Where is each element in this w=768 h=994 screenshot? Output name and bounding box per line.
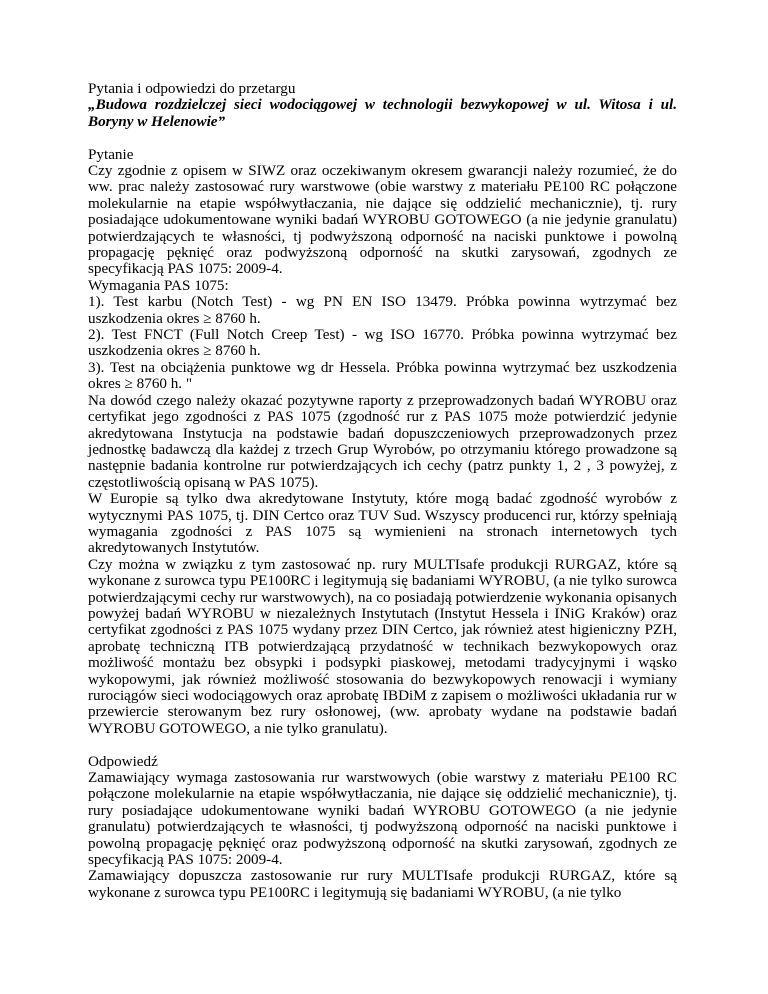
question-heading: Pytanie xyxy=(88,145,134,163)
header-line: Pytania i odpowiedzi do przetargu xyxy=(88,80,296,97)
answer-paragraph: Zamawiający dopuszcza zastosowanie rur rury MULTIsafe produkcji RURGAZ, które są wykonane z surowca typu PE100RC i legitymują się badaniami WYROBU, (a nie tylko xyxy=(88,867,677,901)
question-paragraph: W Europie są tylko dwa akredytowane Instytuty, które mogą badać zgodność wyrobów z wytycznymi PAS 1075, tj. DIN Certco oraz TUV Sud. Wszyscy producenci rur, którzy spełniają wymagania zgodności z PAS 1075 są wymienieni na stronach internetowych tych akredytowanych Instytutów. xyxy=(88,490,677,557)
question-paragraph: Wymagania PAS 1075: xyxy=(88,276,229,294)
question-paragraph: Czy można w związku z tym zastosować np. rury MULTIsafe produkcji RURGAZ, które są wykonane z surowca typu PE100RC i legitymują się badaniami WYROBU, (a nie tylko surowca potwierdzającymi cechy rur warstwowych), na co posiadają potwierdzenie wykonania opisanych powyżej badań WYROBU w niezależnych Instytutach (Instytut Hessela i INiG Kraków) oraz certyfikat zgodności z PAS 1075 wydany przez DIN Certco, jak również atest higieniczny PZH, aprobatę techniczną ITB potwierdzającą przydatność w technikach bezwykopowych oraz możliwość montażu bez obsypki i podsypki piaskowej, metodami tradycyjnymi i wąsko wykopowymi, jak również możliwość stosowania do bezwykopowych renowacji i wymiany rurociągów sieci wodociągowych oraz aprobatę IBDiM z zapisem o możliwości układania rur w przewiercie sterowanym bez rury osłonowej, (ww. aprobaty wydane na podstawie badań WYROBU GOTOWEGO, a nie tylko granulatu). xyxy=(88,555,677,737)
document-body xyxy=(88,81,677,901)
spacer xyxy=(88,130,677,146)
answer-heading: Odpowiedź xyxy=(88,752,158,770)
answer-paragraph: Zamawiający wymaga zastosowania rur warstwowych (obie warstwy z materiału PE100 RC połączone molekularnie na etapie współwytłaczania, nie dające się oddzielić mechanicznie), tj. rury posiadające udokumentowane wyniki badań WYROBU GOTOWEGO (a nie jedynie granulatu) potwierdzających te własności, tj podwyższoną odporność na naciski punktowe i powolną propagację pęknięć oraz podwyższoną odporność na skutki zarysowań, zgodnych ze specyfikacją PAS 1075: 2009-4. xyxy=(88,769,677,869)
question-paragraph: 2). Test FNCT (Full Notch Creep Test) - wg ISO 16770. Próbka powinna wytrzymać bez uszkodzenia okres ≥ 8760 h. xyxy=(88,326,677,360)
question-paragraph: 1). Test karbu (Notch Test) - wg PN EN ISO 13479. Próbka powinna wytrzymać bez uszkodzenia okres ≥ 8760 h. xyxy=(88,293,677,327)
question-paragraph: Czy zgodnie z opisem w SIWZ oraz oczekiwanym okresem gwarancji należy rozumieć, że do ww. prac należy zastosować rury warstwowe (obie warstwy z materiału PE100 RC połączone molekularnie na etapie współwytłaczania, nie dające się oddzielić mechanicznie), tj. rury posiadające udokumentowane wyniki badań WYROBU GOTOWEGO (a nie jedynie granulatu) potwierdzających te własności, tj podwyższoną odporność na naciski punktowe i powolną propagację pęknięć oraz podwyższoną odporność na skutki zarysowań, zgodnych ze specyfikacją PAS 1075: 2009-4. xyxy=(88,162,677,278)
tender-title: „Budowa rozdzielczej sieci wodociągowej w technologii bezwykopowej w ul. Witosa i ul. Boryny w Helenowie” xyxy=(88,96,677,130)
spacer xyxy=(88,737,677,753)
question-paragraph: Na dowód czego należy okazać pozytywne raporty z przeprowadzonych badań WYROBU oraz certyfikat jego zgodności z PAS 1075 (zgodność rur z PAS 1075 może potwierdzić jedynie akredytowana Instytucja na podstawie badań dopuszczeniowych przeprowadzonych przez jednostkę badawczą dla każdej z trzech Grup Wyrobów, po otrzymaniu którego prowadzone są następnie badania kontrolne rur potwierdzających ich cechy (patrz punkty 1, 2 , 3 powyżej, z częstotliwością opisaną w PAS 1075). xyxy=(88,391,677,491)
question-paragraph: 3). Test na obciążenia punktowe wg dr Hessela. Próbka powinna wytrzymać bez uszkodzenia okres ≥ 8760 h. " xyxy=(88,358,677,393)
